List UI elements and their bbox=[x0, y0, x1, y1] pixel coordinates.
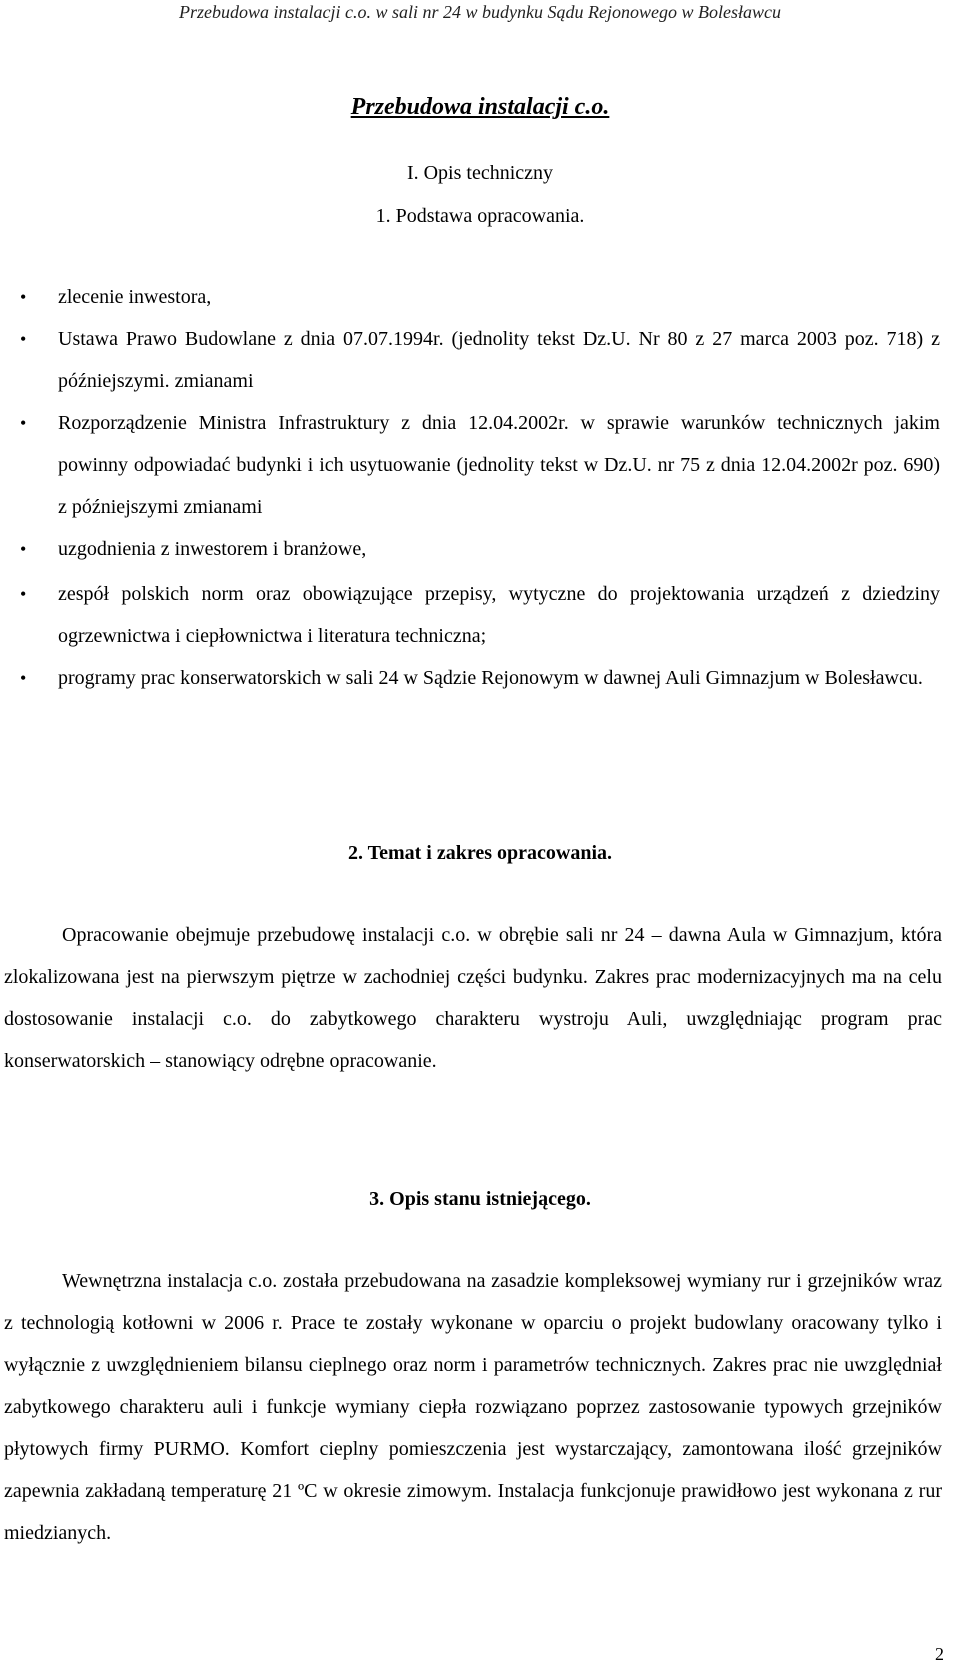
page-number: 2 bbox=[935, 1644, 944, 1664]
subsection-heading-3: 3. Opis stanu istniejącego. bbox=[369, 1188, 591, 1210]
list-item-text: uzgodnienia z inwestorem i branżowe, bbox=[58, 538, 367, 560]
bullet-icon: • bbox=[20, 584, 27, 604]
running-header: Przebudowa instalacji c.o. w sali nr 24 w budynku Sądu Rejonowego w Bolesławcu bbox=[179, 2, 781, 22]
bullet-icon: • bbox=[20, 539, 27, 559]
subsection-heading-2: 2. Temat i zakres opracowania. bbox=[347, 842, 613, 864]
list-item-text: Rozporządzenie Ministra Infrastruktury z dnia 12.04.2002r. w sprawie warunków technicznych jakim powinny odpowiadać budynki i ich usytuowanie (jednolity tekst w Dz.U. nr 75 z dnia 12.04.2002r poz. 690) z późniejszymi zmianami bbox=[58, 412, 940, 518]
section-heading: I. Opis techniczny bbox=[406, 162, 554, 184]
list-item-text: programy prac konserwatorskich w sali 24 w Sądzie Rejonowym w dawnej Auli Gimnazjum w Bolesławcu. bbox=[58, 667, 923, 689]
subsection-heading-1: 1. Podstawa opracowania. bbox=[375, 205, 585, 227]
list-item-text: zlecenie inwestora, bbox=[58, 286, 212, 308]
bullet-icon: • bbox=[20, 413, 27, 433]
list-item-text: Ustawa Prawo Budowlane z dnia 07.07.1994r. (jednolity tekst Dz.U. Nr 80 z 27 marca 2003 poz. 718) z późniejszymi. zmianami bbox=[58, 328, 940, 392]
document-title: Przebudowa instalacji c.o. bbox=[350, 94, 610, 120]
list-item-text: zespół polskich norm oraz obowiązujące przepisy, wytyczne do projektowania urządzeń z dziedziny ogrzewnictwa i ciepłownictwa i literatura techniczna; bbox=[58, 583, 940, 647]
bullet-icon: • bbox=[20, 329, 27, 349]
bullet-icon: • bbox=[20, 668, 27, 688]
scope-paragraph: Opracowanie obejmuje przebudowę instalacji c.o. w obrębie sali nr 24 – dawna Aula w Gimnazjum, która zlokalizowana jest na pierwszym piętrze w zachodniej części budynku. Zakres prac modernizacyjnych ma na celu dostosowanie instalacji c.o. do zabytkowego charakteru wystroju Auli, uwzględniając program prac konserwatorskich – stanowiący odrębne opracowanie. bbox=[4, 924, 942, 1072]
existing-state-paragraph: Wewnętrzna instalacja c.o. została przebudowana na zasadzie kompleksowej wymiany rur i grzejników wraz z technologią kotłowni w 2006 r. Prace te zostały wykonane w oparciu o projekt budowlany oracowany tylko i wyłącznie z uwzględnieniem bilansu cieplnego oraz norm i parametrów technicznych. Zakres prac nie uwzględniał zabytkowego charakteru auli i funkcje wymiany ciepła rozwiązano poprzez zastosowanie typowych grzejników płytowych firmy PURMO. Komfort cieplny pomieszczenia jest wystarczający, zamontowana ilość grzejników zapewnia zakładaną temperaturę 21 ºC w okresie zimowym. Instalacja funkcjonuje prawidłowo jest wykonana z rur miedzianych. bbox=[4, 1270, 942, 1544]
bullet-icon: • bbox=[20, 287, 27, 307]
